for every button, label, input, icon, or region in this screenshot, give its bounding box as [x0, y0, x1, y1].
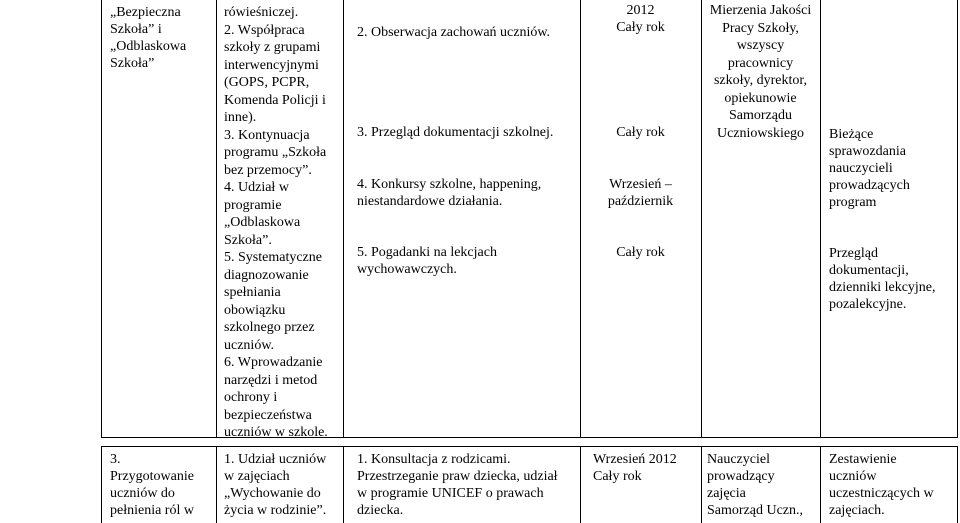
task-name-text: „Bezpieczna Szkoła” i „Odblaskowa Szkoła” — [110, 5, 187, 71]
cell-responsible — [702, 2, 819, 142]
method-item: 2. Obserwacja zachowań uczniów. — [357, 25, 551, 40]
table-border-right — [957, 446, 958, 523]
table-border — [343, 446, 344, 523]
evaluation-item: Przegląd dokumentacji, dzienniki lekcyjne, pozalekcyjne. — [829, 246, 936, 312]
cell-evaluation — [829, 451, 956, 519]
method-item: 3. Przegląd dokumentacji szkolnej. — [357, 125, 554, 140]
actions-list-text: 1. Udział uczniów w zajęciach „Wychowanie do życia w rodzinie”. — [224, 452, 327, 518]
table-border-left — [101, 446, 102, 523]
timeline-item: 2012 Cały rok — [616, 3, 665, 35]
evaluation-text: Zestawienie uczniów uczestniczących w zajęciach. — [829, 452, 934, 518]
method-item: 4. Konkursy szkolne, happening, niestandardowe działania. — [357, 177, 542, 209]
evaluation-item: Bieżące sprawozdania nauczycieli prowadzących program — [829, 127, 910, 210]
table-border — [580, 0, 581, 438]
table-border-left — [101, 0, 102, 438]
method-item: 1. Konsultacja z rodzicami. Przestrzeganie praw dziecka, udział w programie UNICEF o prawach dziecka. — [357, 452, 558, 518]
timeline-item: Wrzesień – październik — [607, 177, 674, 209]
actions-list-text: rówieśniczej. 2. Współpraca szkoły z grupami interwencyjnymi (GOPS, PCPR, Komenda Policji i inne). 3. Kontynuacja programu „Szkoła bez przemocy”. 4. Udział w programie „Odblaskowa Szkoła”. 5. Systematyczne diagnozowanie spełniania obowiązku szkolnego przez uczniów. 6. Wprowadzanie narzędzi i metod ochrony i bezpieczeństwa uczniów w szkole. — [224, 5, 328, 440]
cell-methods — [357, 451, 579, 519]
cell-actions-list — [224, 4, 342, 442]
timeline-item: Cały rok — [616, 245, 665, 260]
table-border — [701, 446, 702, 523]
cell-actions-list — [224, 451, 342, 519]
table-border-top — [101, 446, 958, 447]
table-border — [343, 0, 344, 438]
table-border — [820, 446, 821, 523]
timeline-item: Wrzesień 2012 Cały rok — [593, 452, 677, 484]
cell-timeline — [593, 451, 699, 485]
table-border — [216, 446, 217, 523]
cell-responsible — [707, 451, 819, 519]
table-border — [820, 0, 821, 438]
table-border — [216, 0, 217, 438]
responsible-text: Mierzenia Jakości Pracy Szkoły, wszyscy pracownicy szkoły, dyrektor, opiekunowie Samorządu Uczniowskiego — [709, 3, 812, 141]
table-border-right — [957, 0, 958, 438]
method-item: 5. Pogadanki na lekcjach wychowawczych. — [357, 245, 497, 277]
cell-task-name — [110, 451, 214, 519]
cell-task-name — [110, 4, 214, 72]
timeline-item: Cały rok — [616, 125, 665, 140]
responsible-text: Nauczyciel prowadzący zajęcia Samorząd Uczn., — [707, 452, 804, 518]
task-name-text: 3. Przygotowanie uczniów do pełnienia ról w — [110, 452, 194, 518]
table-border — [580, 446, 581, 523]
